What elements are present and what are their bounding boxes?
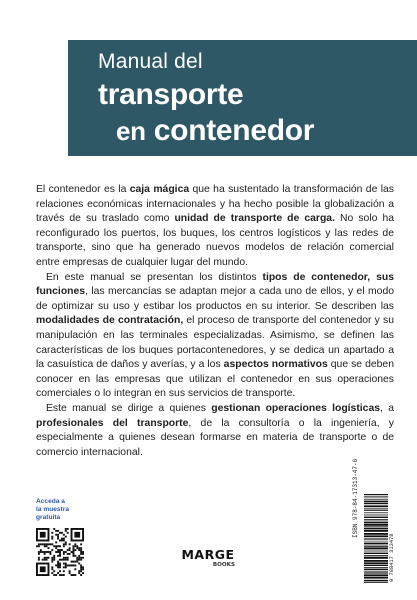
body-text-run: el proceso de transporte del contenedor y su manipulación en las terminales especializadas. Asimismo, se definen las características de los buques portacontenedores, y se dedica un apartado a la casuística de daños y averías, y a los: [36, 315, 394, 371]
body-text-run: El contenedor es la: [36, 184, 130, 195]
emphasis-text: profesionales del transporte: [36, 417, 189, 429]
isbn-label: ISBN 978-84-17313-47-6: [352, 458, 359, 538]
body-text-run: que se deben conocer en las empresas que utilizan el contenedor en sus operaciones comerciales o lo integran en sus servicios de transporte.: [36, 359, 394, 400]
body-text-run: No solo ha reconfigurado los puertos, los buques, los centros logísticos y las redes de transporte, sino que ha generado nuevos modelos de relación comercial entre empresas de cualquier lugar del mundo.: [36, 213, 394, 268]
barcode-digits: 9 788417 313478: [389, 533, 395, 582]
barcode-icon: [362, 490, 396, 586]
body-text-run: , las mercancías se adaptan mejor a cada uno de ellos, y el modo de optimizar su uso y estibar los productos en su interior. Se describen las: [36, 286, 394, 312]
title-line-3-main: contenedor: [153, 114, 315, 147]
title-line-3-prefix: en: [116, 116, 146, 146]
publisher-sub: BOOKS: [212, 562, 235, 568]
qr-block: [36, 498, 98, 581]
qr-label-line-2: la muestra: [36, 506, 69, 513]
body-text-run: En este manual se presentan los distintos: [46, 271, 263, 283]
body-text-run: que ha sustentado la transformación de las relaciones económicas internacionales y ha hecho posible la globalización a través de su traslado como: [36, 184, 395, 225]
qr-label: [36, 498, 98, 522]
qr-label-line-1: Acceda a: [36, 498, 65, 505]
emphasis-text: tipos de contenedor, sus funciones: [36, 271, 394, 298]
back-cover-description: [36, 183, 394, 460]
qr-code-icon[interactable]: [36, 528, 84, 576]
title-line-1: Manual del: [98, 50, 203, 73]
body-text-run: Este manual se dirige a quienes: [46, 402, 212, 414]
body-text-run: , de la consultoría o la ingeniería, y especialmente a quienes desean formarse en materia de transporte o de comercio internacional.: [36, 417, 394, 458]
description-paragraph: [36, 183, 394, 271]
body-text-run: , a: [380, 402, 394, 414]
emphasis-text: caja mágica: [129, 184, 190, 195]
publisher-name: MARGE: [181, 547, 235, 562]
isbn-block: [352, 458, 396, 586]
emphasis-text: aspectos normativos: [223, 359, 328, 371]
emphasis-text: gestionan operaciones logísticas: [211, 402, 381, 414]
description-paragraph: [36, 402, 394, 460]
cover-title-box: [68, 40, 417, 156]
description-paragraph: [36, 271, 394, 402]
title-line-2: transporte: [98, 78, 244, 111]
title-line-3: [116, 114, 314, 148]
emphasis-text: unidad de transporte de carga.: [174, 213, 335, 225]
publisher-logo: [175, 548, 241, 578]
qr-label-line-3: gratuita: [36, 514, 61, 521]
emphasis-text: modalidades de contratación,: [36, 315, 184, 327]
